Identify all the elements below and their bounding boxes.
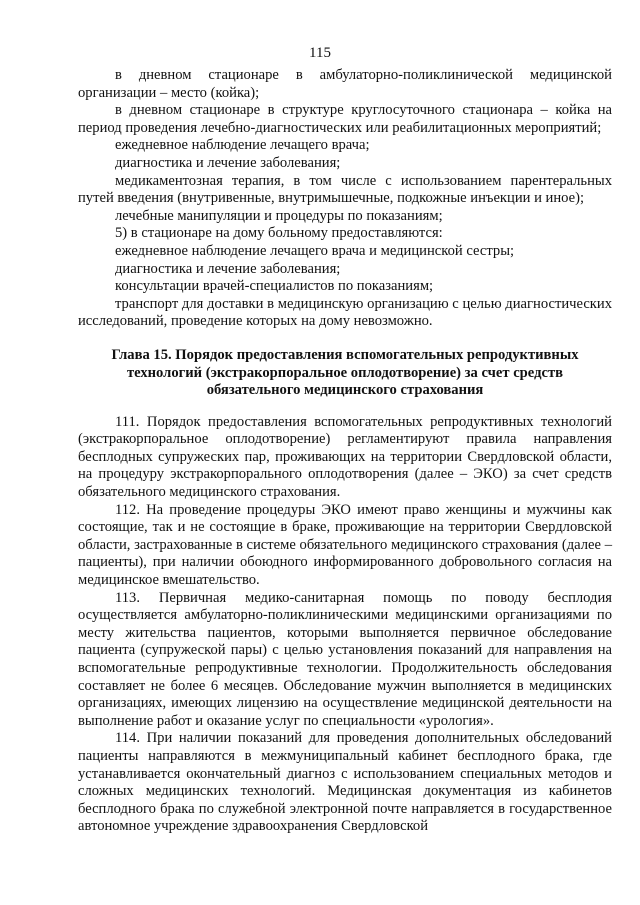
intro-paragraph: в дневном стационаре в амбулаторно-поликлинической медицинской организации – место (койка);: [78, 67, 612, 101]
intro-list: [78, 67, 612, 331]
intro-paragraph: лечебные манипуляции и процедуры по показаниям;: [115, 207, 443, 224]
intro-paragraph: ежедневное наблюдение лечащего врача;: [115, 137, 370, 154]
section-111: 111. Порядок предоставления вспомогательных репродуктивных технологий (экстракорпоральное оплодотворение) регламентируют правила направления бесплодных супружеских пар, проживающих на территории Свердловской области, на процедуру экстракорпорального оплодотворения (далее – ЭКО) за счет средств обязательного медицинского страхования.: [78, 413, 612, 501]
intro-paragraph: ежедневное наблюдение лечащего врача и медицинской сестры;: [115, 242, 515, 259]
section-112: 112. На проведение процедуры ЭКО имеют право женщины и мужчины как состоящие, так и не состоящие в браке, проживающие на территории Свердловской области, застрахованные в системе обязательного медицинского страхования (далее – пациенты), при наличии обоюдного информированного добровольного согласия на медицинское вмешательство.: [78, 501, 612, 589]
intro-paragraph: 5) в стационаре на дому больному предоставляются:: [115, 225, 443, 242]
chapter-title: Глава 15. Порядок предоставления вспомогательных репродуктивных технологий (экстракорпоральное оплодотворение) за счет средств обязательного медицинского страхования: [111, 346, 579, 399]
intro-paragraph: медикаментозная терапия, в том числе с использованием парентеральных путей введения (внутривенные, внутримышечные, подкожные инъекции и иное);: [78, 172, 612, 207]
section-114: 114. При наличии показаний для проведения дополнительных обследований пациенты направляются в межмуниципальный кабинет бесплодного брака, где устанавливается окончательный диагноз с использованием специальных методов и сложных медицинских технологий. Медицинская документация из кабинетов бесплодного брака по служебной электронной почте направляется в государственное автономное учреждение здравоохранения Свердловской: [78, 730, 612, 835]
page-number: 115: [309, 45, 331, 61]
intro-paragraph: диагностика и лечение заболевания;: [115, 260, 341, 277]
document-body: [78, 67, 612, 836]
intro-paragraph: диагностика и лечение заболевания;: [115, 154, 341, 171]
intro-paragraph: транспорт для доставки в медицинскую организацию с целью диагностических исследований, проведение которых на дому невозможно.: [78, 295, 612, 330]
sections-list: [78, 414, 612, 836]
section-113: 113. Первичная медико-санитарная помощь по поводу бесплодия осуществляется амбулаторно-поликлиническими медицинскими организациями по месту жительства пациентов, которыми выполняется первичное обследование пациента (супружеской пары) с целью установления показаний для направления на вспомогательные репродуктивные технологии. Продолжительность обследования составляет не более 6 месяцев. Обследование мужчин выполняется в медицинских организациях, имеющих лицензию на осуществление медицинской деятельности на выполнение работ и оказание услуг по специальности «урология».: [78, 589, 612, 729]
intro-paragraph: консультации врачей-специалистов по показаниям;: [115, 278, 434, 295]
intro-paragraph: в дневном стационаре в структуре круглосуточного стационара – койка на период проведения лечебно-диагностических или реабилитационных мероприятий;: [78, 102, 612, 136]
